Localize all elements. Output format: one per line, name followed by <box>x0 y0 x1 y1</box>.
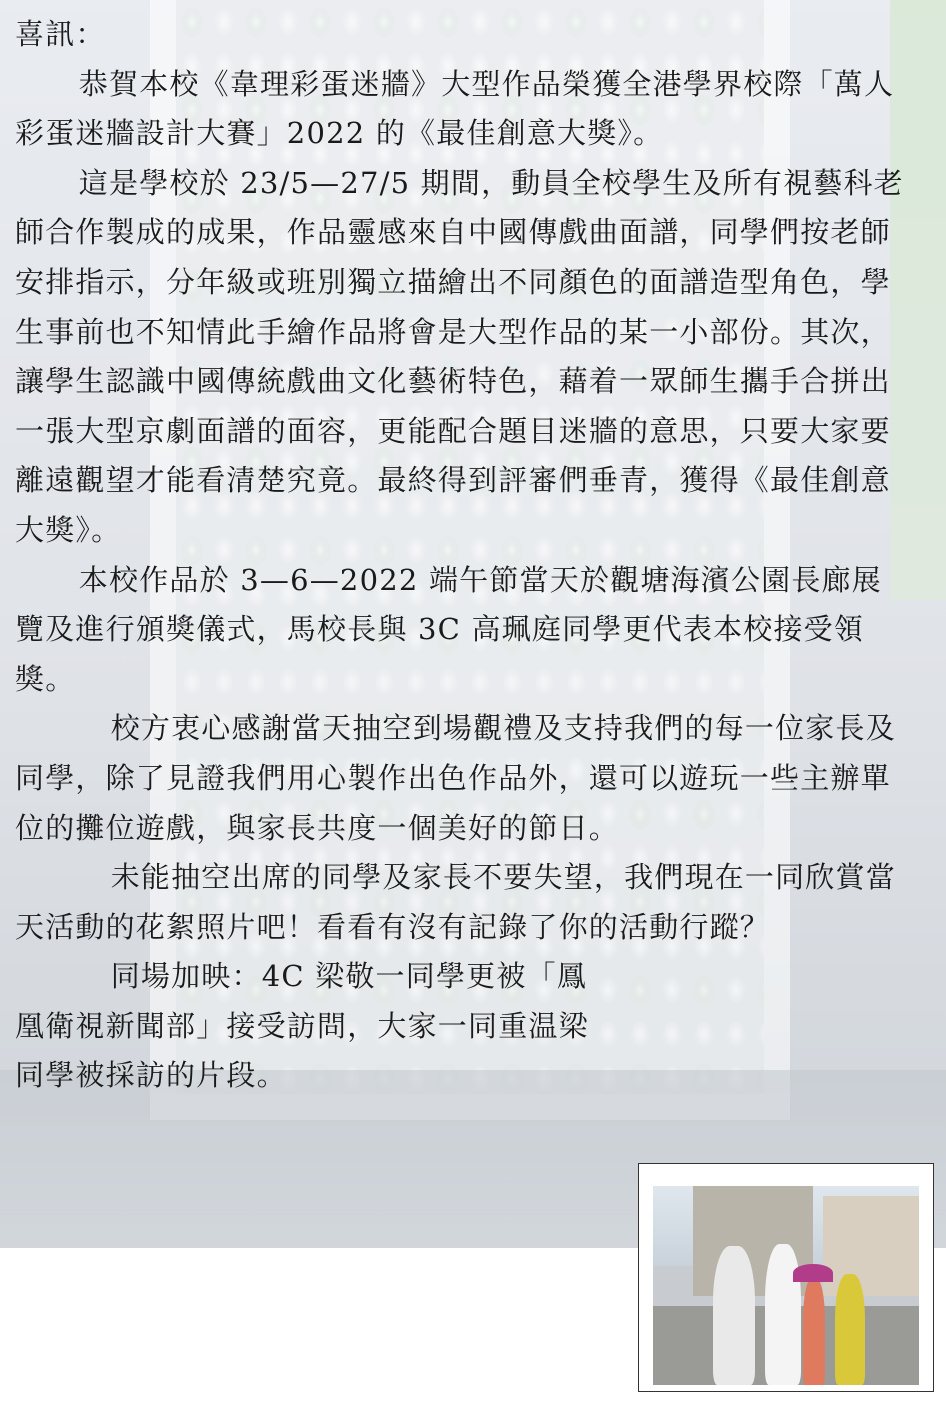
paragraph-interview: 同場加映：4C 梁敬一同學更被「鳳凰衛視新聞部」接受訪問，大家一同重温梁同學被採訪的片段。 <box>15 959 589 1093</box>
paragraph-exhibition: 本校作品於 3—6—2022 端午節當天於觀塘海濱公園長廊展覽及進行頒獎儀式，馬校長與 3C 高珮庭同學更代表本校接受領獎。 <box>15 562 882 696</box>
announcement-text <box>15 10 905 1101</box>
heading: 喜訊： <box>15 17 106 51</box>
interview-photo-frame <box>638 1163 934 1392</box>
paragraph-award: 恭賀本校《韋理彩蛋迷牆》大型作品榮獲全港學界校際「萬人彩蛋迷牆設計大賽」2022 的《最佳創意大獎》。 <box>15 66 895 151</box>
paragraph-description: 這是學校於 23/5—27/5 期間，動員全校學生及所有視藝科老師合作製成的成果，作品靈感來自中國傳戲曲面譜，同學們按老師安排指示，分年級或班別獨立描繪出不同顏色的面譜造型角色，學生事前也不知情此手繪作品將會是大型作品的某一小部份。其次，讓學生認識中國傳統戲曲文化藝術特色，藉着一眾師生攜手合拼出一張大型京劇面譜的面容，更能配合題目迷牆的意思，只要大家要離遠觀望才能看清楚究竟。最終得到評審們垂青，獲得《最佳創意大獎》。 <box>15 165 904 547</box>
paragraph-thanks: 校方衷心感謝當天抽空到場觀禮及支持我們的每一位家長及同學，除了見證我們用心製作出色作品外，還可以遊玩一些主辦單位的攤位遊戲，與家長共度一個美好的節日。 <box>15 711 896 845</box>
interview-photo <box>653 1186 919 1385</box>
paragraph-photos: 未能抽空出席的同學及家長不要失望，我們現在一同欣賞當天活動的花絮照片吧！看看有沒有記錄了你的活動行蹤？ <box>15 860 896 944</box>
